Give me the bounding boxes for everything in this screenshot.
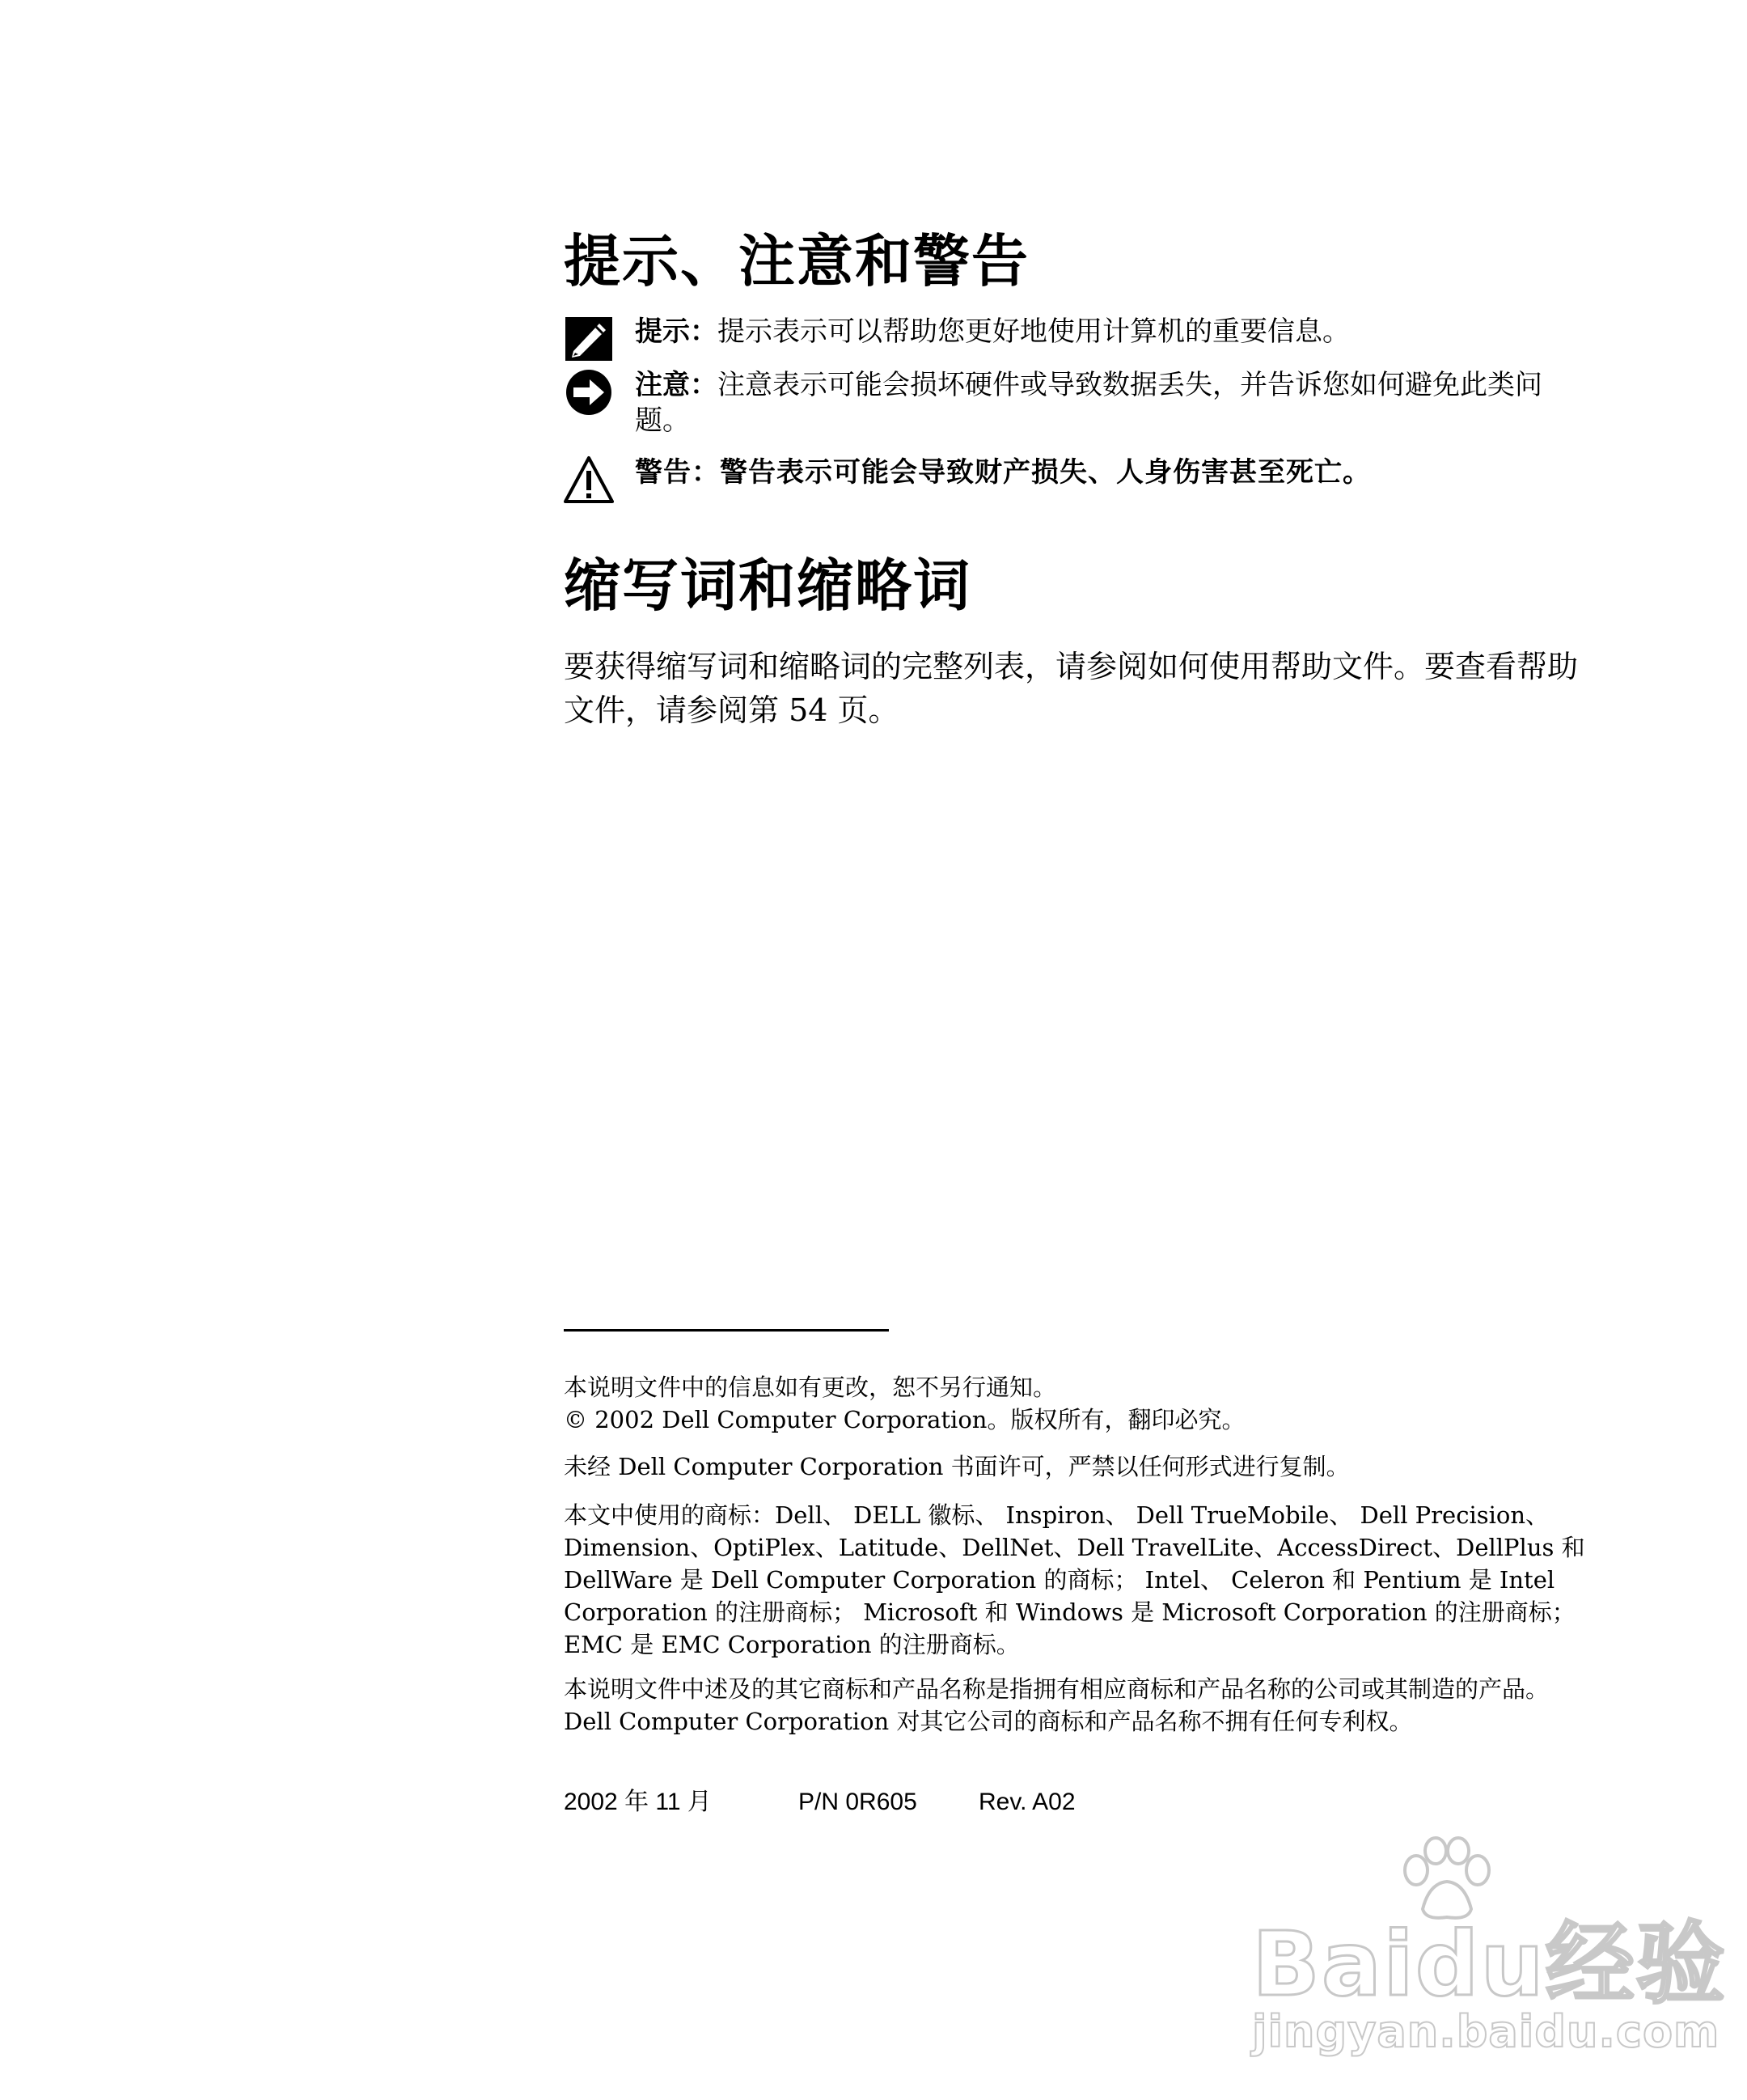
legal-divider	[564, 1329, 889, 1332]
publish-date: 2002 年 11 月	[564, 1789, 712, 1815]
notice-text	[635, 367, 1589, 438]
notice-arrow-icon	[564, 367, 614, 417]
watermark-url: jingyan.baidu.com	[1252, 2006, 1720, 2057]
abbreviations-text-start: 要获得缩写词和缩略词的完整列表，请参阅	[564, 649, 1148, 684]
abbreviations-text-end: 帮助文件。要查看帮助文件，请参阅第 54 页。	[564, 649, 1579, 728]
document-footer	[564, 1786, 1076, 1818]
copyright-line: © 2002 Dell Computer Corporation。版权所有，翻印必究。	[564, 1406, 1246, 1433]
part-number: P/N 0R605	[798, 1789, 917, 1815]
section-title-abbreviations: 缩写词和缩略词	[564, 553, 971, 619]
baidu-watermark	[1252, 1836, 1727, 2095]
warning-label: 警告：	[635, 456, 720, 489]
how-to-use-reference: 如何使用	[1148, 649, 1271, 684]
warning-body: 警告表示可能会导致财产损失、人身伤害甚至死亡。	[720, 456, 1371, 489]
trademarks-paragraph: 本文中使用的商标：Dell、 DELL 徽标、 Inspiron、 Dell TrueMobile、 Dell Precision、 Dimension、OptiPlex、Latitude、DellNet、Dell TravelLite、AccessDirect、DellPlus 和 DellWare 是 Dell Computer Corporation 的商标； Intel、 Celeron 和 Pentium 是 Intel Corporation 的注册商标； Microsoft 和 Windows 是 Microsoft Corporation 的注册商标； EMC 是 EMC Corporation 的注册商标。	[564, 1501, 1585, 1658]
notice-body: 注意表示可能会损坏硬件或导致数据丢失，并告诉您如何避免此类问题。	[635, 369, 1542, 437]
section-title-notices: 提示、注意和警告	[564, 228, 1030, 294]
warning-triangle-icon	[564, 455, 614, 505]
watermark-brand: Baidu经验	[1252, 1912, 1727, 2016]
revision: Rev. A02	[979, 1789, 1076, 1815]
note-pencil-icon	[564, 314, 614, 364]
note-text	[635, 314, 1589, 349]
note-label: 提示：	[635, 315, 717, 348]
other-trademarks-paragraph: 本说明文件中述及的其它商标和产品名称是指拥有相应商标和产品名称的公司或其制造的产品。 Dell Computer Corporation 对其它公司的商标和产品名称不拥有任何专利权。	[564, 1675, 1550, 1735]
notice-label: 注意：	[635, 369, 717, 401]
legal-notice-line: 本说明文件中的信息如有更改，恕不另行通知。	[564, 1374, 1057, 1401]
warning-text	[635, 455, 1589, 490]
note-body: 提示表示可以帮助您更好地使用计算机的重要信息。	[717, 315, 1350, 348]
reproduction-notice: 未经 Dell Computer Corporation 书面许可，严禁以任何形式进行复制。	[564, 1453, 1350, 1480]
abbreviations-paragraph	[564, 645, 1591, 732]
